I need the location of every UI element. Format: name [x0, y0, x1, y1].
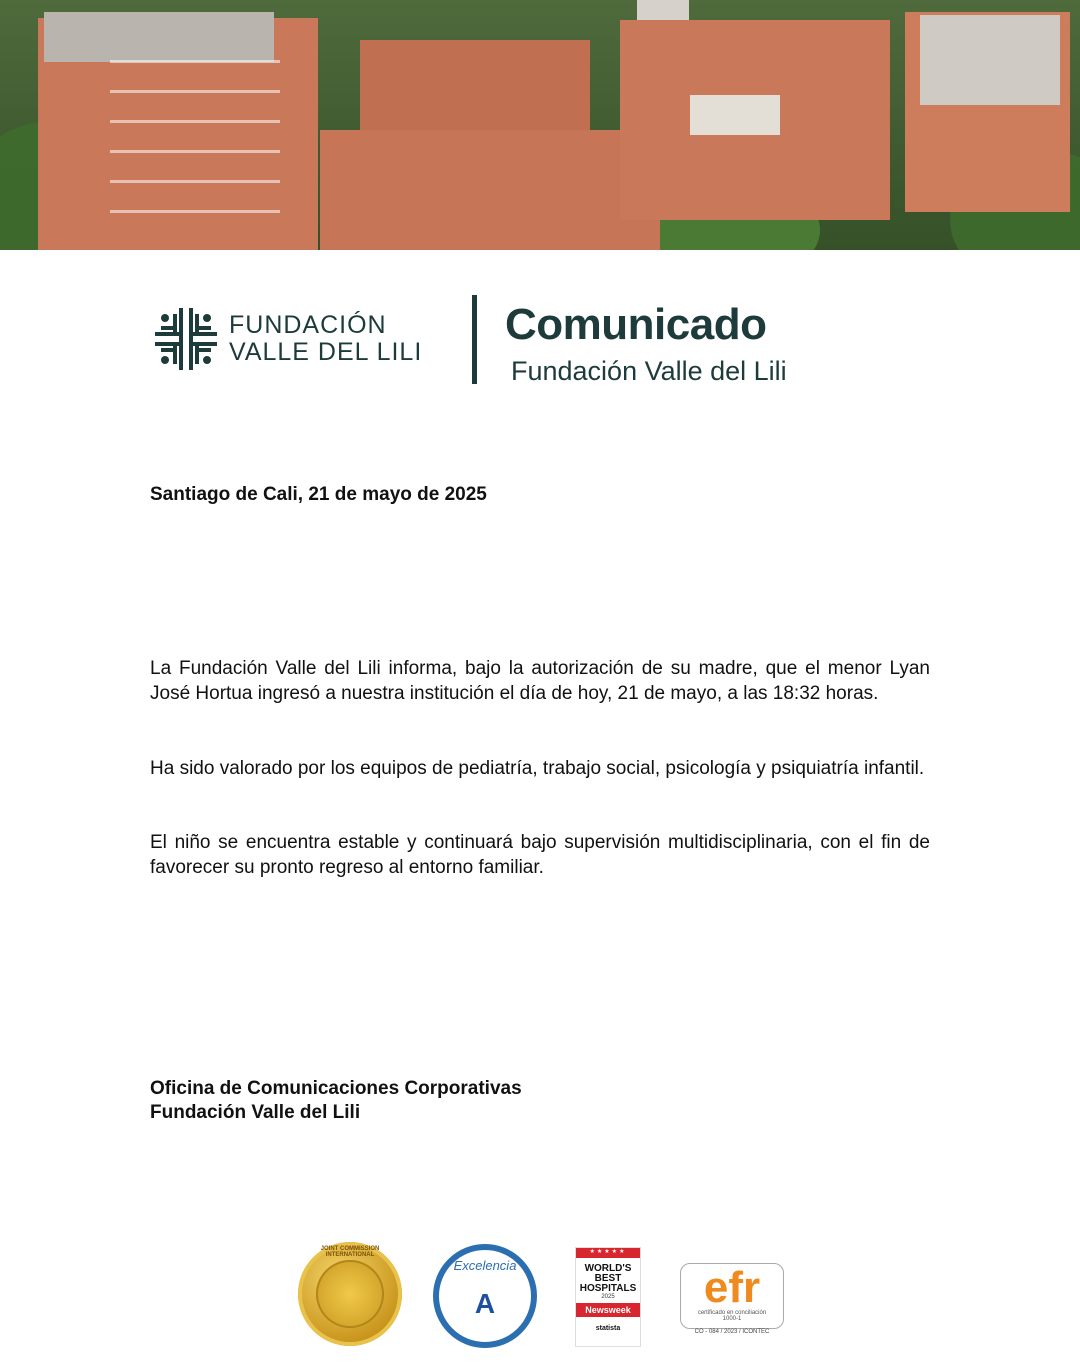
wbh-title: WORLD'S BEST HOSPITALS [579, 1263, 637, 1294]
newsweek-label: Newsweek [576, 1303, 640, 1317]
hero-campus-photo [0, 0, 1080, 250]
jci-ring-text: JOINT COMMISSION INTERNATIONAL [320, 1246, 380, 1258]
efr-certificate-badge [680, 1263, 784, 1329]
foundation-logo [153, 306, 422, 372]
paragraph-1: La Fundación Valle del Lili informa, bajo la autorización de su madre, que el menor Lyan José Hortua ingresó a nuestra institución el día de hoy, 21 de mayo, a las 18:32 horas. [150, 658, 930, 704]
worlds-best-hospitals-badge [575, 1247, 641, 1347]
paragraph-3: El niño se encuentra estable y continuará bajo supervisión multidisciplinaria, con el fin de favorecer su pronto regreso al entorno familiar. [150, 832, 930, 878]
paragraph-2: Ha sido valorado por los equipos de pediatría, trabajo social, psicología y psiquiatría infantil. [150, 758, 925, 779]
page-title: Comunicado [505, 300, 767, 349]
signature-block [150, 1077, 522, 1125]
logo-line-1: FUNDACIÓN [229, 311, 387, 339]
header-divider [472, 295, 477, 384]
jci-seal-icon [316, 1260, 384, 1328]
stars-icon: ★★★★★ [576, 1248, 640, 1258]
date-line: Santiago de Cali, 21 de mayo de 2025 [150, 484, 487, 505]
statista-label: statista [595, 1325, 621, 1332]
efr-small-code: 1000-1 [722, 1316, 742, 1322]
efr-mark: efr [703, 1263, 761, 1312]
cross-logo-icon [153, 306, 219, 372]
logo-line-2: VALLE DEL LILI [229, 338, 423, 366]
page-subtitle: Fundación Valle del Lili [511, 356, 787, 386]
wbh-year: 2025 [601, 1294, 615, 1300]
accreditation-mark-icon: A [474, 1288, 496, 1319]
signature-org: Fundación Valle del Lili [150, 1102, 361, 1123]
efr-text: certificado en conciliación [697, 1310, 767, 1316]
excelencia-title: Excelencia [453, 1258, 517, 1273]
jci-seal-badge [298, 1242, 402, 1346]
signature-office: Oficina de Comunicaciones Corporativas [150, 1078, 522, 1099]
excelencia-badge [433, 1244, 537, 1348]
efr-code: CO - 084 / 2023 / ICONTEC [694, 1329, 770, 1335]
